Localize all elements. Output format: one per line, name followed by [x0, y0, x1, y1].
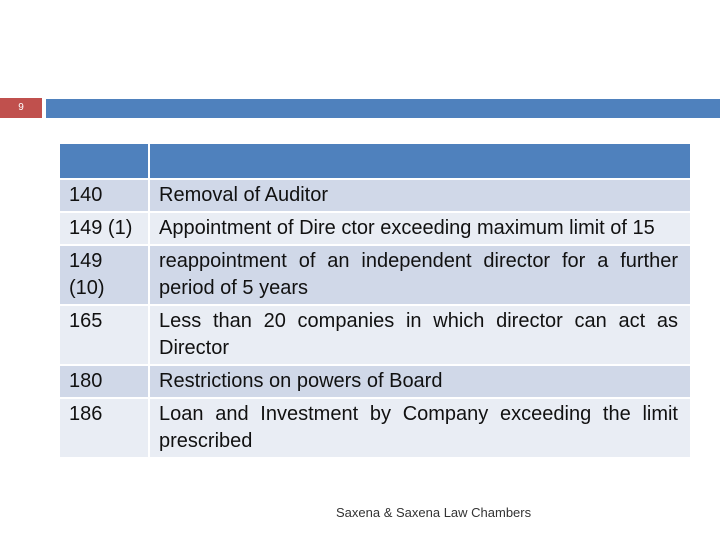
- sections-table: [60, 144, 690, 457]
- section-number: 149 (10): [60, 245, 149, 305]
- section-description: reappointment of an independent director for a further period of 5 years: [149, 245, 690, 305]
- footer-text: Saxena & Saxena Law Chambers: [336, 505, 532, 520]
- section-number: 149 (1): [60, 212, 149, 245]
- table-row: [60, 305, 690, 365]
- section-description: Appointment of Dire ctor exceeding maximum limit of 15: [149, 212, 690, 245]
- section-number: 165: [60, 305, 149, 365]
- table-row: [60, 245, 690, 305]
- section-description: Restrictions on powers of Board: [149, 365, 690, 398]
- table-row: [60, 212, 690, 245]
- table-row: [60, 179, 690, 212]
- header-description: [149, 144, 690, 179]
- section-description: Removal of Auditor: [149, 179, 690, 212]
- section-number: 186: [60, 398, 149, 457]
- section-description: Less than 20 companies in which director can act as Director: [149, 305, 690, 365]
- table-row: [60, 365, 690, 398]
- title-bar: [46, 99, 720, 118]
- table-row: [60, 398, 690, 457]
- section-description: Loan and Investment by Company exceeding the limit prescribed: [149, 398, 690, 457]
- table-header-row: [60, 144, 690, 179]
- section-number: 180: [60, 365, 149, 398]
- slide-number: 9: [0, 98, 42, 118]
- section-number: 140: [60, 179, 149, 212]
- header-section: [60, 144, 149, 179]
